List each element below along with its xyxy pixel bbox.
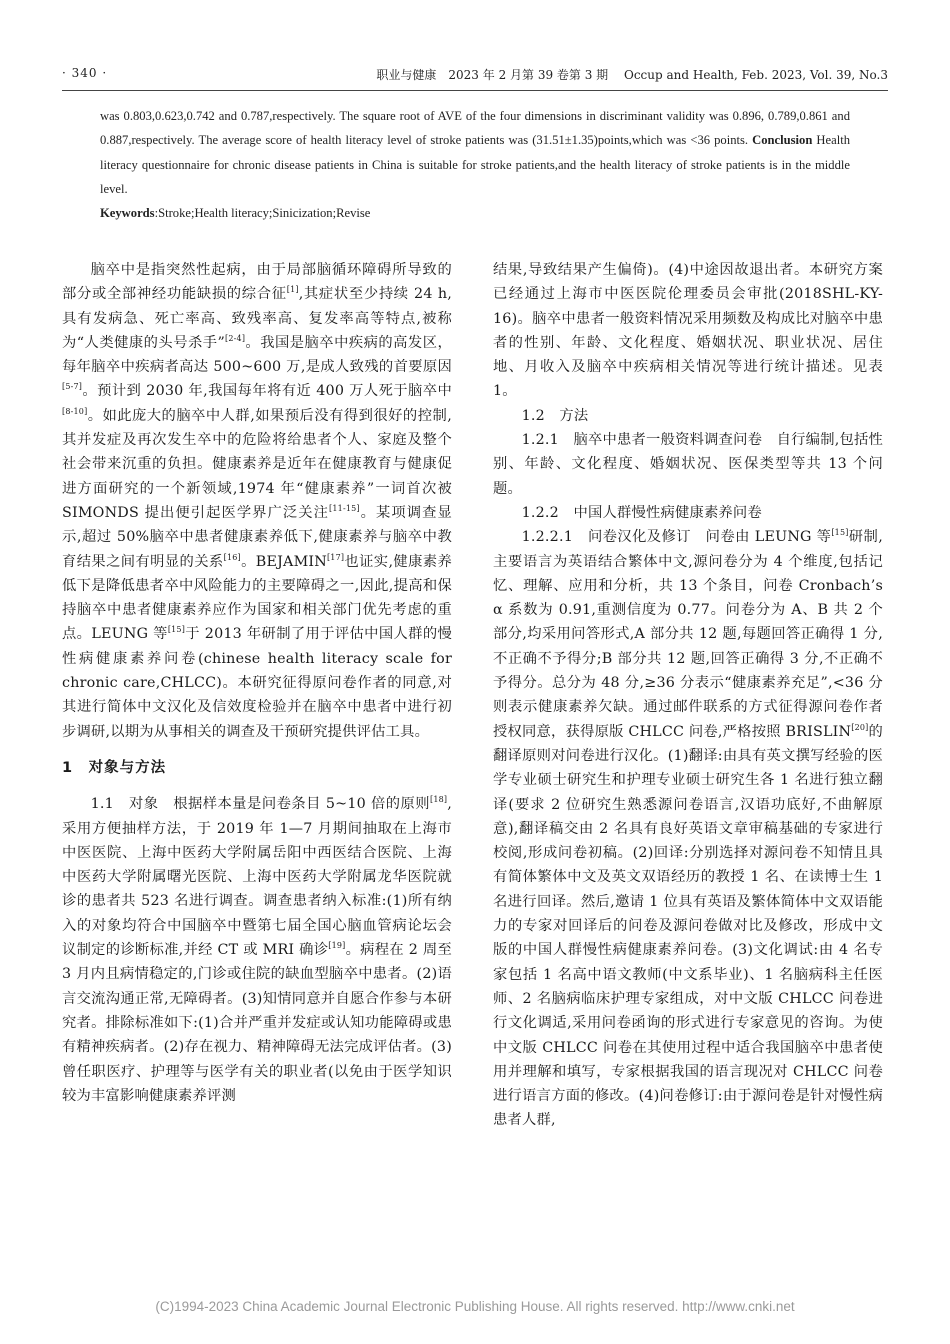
citation-ref[interactable]: [16] <box>223 552 241 562</box>
subjects-text: ,采用方便抽样方法，于 2019 年 1—7 月期间抽取在上海市中医医院、上海中医药大学附属岳阳中西医结合医院、上海中医药大学附属曙光医院、上海中医药大学附属龙华医院就诊的患者共 523 名进行调查。调查患者纳入标准:(1)所有纳入的对象均符合中国脑卒中暨第七届全国心脑血管病论坛会议制定的诊断标准,并经 CT 或 MRI 确诊 <box>62 796 452 959</box>
right-column <box>493 258 883 1133</box>
intro-text: 。某项调查显示,超过 50%脑卒中患者健康素养低下,健康素养与脑卒中教育结果之间有明显的关系 <box>62 504 452 570</box>
sinicization-text: 研制,主要语言为英语结合繁体中文,源问卷分为 4 个维度,包括记忆、理解、应用和分析，共 13 个条目，问卷 Cronbach’s α 系数为 0.91,重测信度为 0.77。问卷分为 A、B 共 2 个部分,均采用问答形式,A 部分共 12 题,每题回答正确得 1 分,不正确不予得分;B 部分共 12 题,回答正确得 3 分,不正确不予得分。总分为 48 分,≥36 分表示“健康素养充足”,<36 分则表示健康素养欠缺。通过邮件联系的方式征得源问卷作者授权同意，获得原版 CHLCC 问卷,严格按照 BRISLIN <box>493 529 883 740</box>
citation-ref[interactable]: [15] <box>167 625 186 635</box>
intro-text: 。BEJAMIN <box>240 553 327 570</box>
header-rule <box>62 90 888 91</box>
intro-paragraph <box>62 258 452 744</box>
sinicization-text: 1.2.2.1 问卷汉化及修订 问卷由 LEUNG 等 <box>521 529 832 546</box>
intro-text: 。预计到 2030 年,我国每年将有近 400 万人死于脑卒中 <box>82 383 452 400</box>
citation-ref[interactable]: [2-4] <box>225 333 246 343</box>
intro-text: 也证实,健康素养低下是降低患者卒中风险能力的主要障碍之一,因此,提高和保持脑卒中患者健康素养应作为国家和相关部门优先考虑的重点。LEUNG 等 <box>62 553 452 643</box>
running-header <box>62 64 888 86</box>
citation-ref[interactable]: [8-10] <box>62 406 88 416</box>
journal-citation: 职业与健康 2023 年 2 月第 39 卷第 3 期 Occup and Health, Feb. 2023, Vol. 39, No.3 <box>376 68 888 82</box>
page-number: · 340 · <box>62 66 108 80</box>
intro-text: 。我国是脑卒中疾病的高发区，每年脑卒中疾病者高达 500~600 万,是成人致残的首要原因 <box>62 334 452 376</box>
citation-ref[interactable]: [1] <box>286 285 299 295</box>
citation-ref[interactable]: [18] <box>430 795 448 805</box>
abstract-results <box>100 104 850 201</box>
citation-ref[interactable]: [19] <box>328 941 346 951</box>
subjects-text: 。病程在 2 周至 3 月内且病情稳定的,门诊或住院的缺血型脑卒中患者。(2)语言交流沟通正常,无障碍者。(3)知情同意并自愿合作参与本研究者。排除标准如下:(1)合并严重并发症或认知功能障碍或患有精神疾病者。(2)存在视力、精神障碍无法完成评估者。(3)曾任职医疗、护理等与医学有关的职业者(以免由于医学知识较为丰富影响健康素养评测 <box>62 942 452 1104</box>
abstract-text: was 0.803,0.623,0.742 and 0.787,respectively. The square root of AVE of the four dimensions in discriminant validity was 0.896, 0.789,0.861 and 0.887,respectively. The average score of health literacy level of stroke patients was (31.51±1.35)points,which was <36 points. <box>100 109 850 148</box>
left-column <box>62 258 452 1108</box>
keywords-label: Keywords <box>100 206 155 221</box>
keywords-text: :Stroke;Health literacy;Sinicization;Revise <box>154 206 371 221</box>
survey-paragraph: 1.2.1 脑卒中患者一般资料调查问卷 自行编制,包括性别、年龄、文化程度、婚姻状况、医保类型等共 13 个问题。 <box>493 432 883 497</box>
subjects-text: 1.1 对象 根据样本量是问卷条目 5~10 倍的原则 <box>90 796 431 813</box>
subsection-heading-methods: 1.2 方法 <box>521 407 589 424</box>
subjects-paragraph <box>62 792 452 1108</box>
subjects-continued: 结果,导致结果产生偏倚)。(4)中途因故退出者。本研究方案已经通过上海市中医医院伦理委员会审批(2018SHL-KY-16)。脑卒中患者一般资料情况采用频数及构成比对脑卒中患者的性别、年龄、文化程度、婚姻状况、职业状况、居住地、月收入及脑卒中疾病相关情况等进行统计描述。见表 1。 <box>493 262 883 400</box>
conclusion-text: Health literacy questionnaire for chronic disease patients in China is suitable for stroke patients,and the health literacy of stroke patients is in the middle level. <box>100 133 850 196</box>
intro-text: ,其症状至少持续 24 h,具有发病急、死亡率高、致残率高、复发率高等特点,被称为“人类健康的头号杀手” <box>62 286 452 351</box>
english-abstract <box>100 104 850 225</box>
subsection-heading-chlcc: 1.2.2 中国人群慢性病健康素养问卷 <box>521 504 762 521</box>
citation-ref[interactable]: [17] <box>326 552 345 562</box>
intro-text: 脑卒中是指突然性起病，由于局部脑循环障碍所导致的部分或全部神经功能缺损的综合征 <box>62 262 452 303</box>
citation-ref[interactable]: [15] <box>831 528 849 538</box>
citation-ref[interactable]: [11-15] <box>329 503 360 513</box>
intro-text: 于 2013 年研制了用于评估中国人群的慢性病健康素养问卷(chinese health literacy scale for chronic care,CHLCC)。本研究征得原问卷作者的同意,对其进行简体中文汉化及信效度检验并在脑卒中患者中进行初步调研,以期为从事相关的调查及干预研究提供评估工具。 <box>62 626 452 740</box>
copyright-footer: (C)1994-2023 China Academic Journal Electronic Publishing House. All rights reserved. http://www.cnki.net <box>155 1299 795 1314</box>
keywords-line <box>100 201 850 225</box>
sinicization-paragraph <box>493 525 883 1132</box>
sinicization-text: 的翻译原则对问卷进行汉化。(1)翻译:由具有英文撰写经验的医学专业硕士研究生和护理专业硕士研究生各 1 名进行独立翻译(要求 2 位研究生熟悉源问卷语言,汉语功底好,不曲解原意),翻译稿交由 2 名具有良好英语文章审稿基础的专家进行校阅,形成问卷初稿。(2)回译:分别选择对源问卷不知情且具有简体繁体中文及英文双语经历的教授 1 名、在读博士生 1 名进行回译。然后,邀请 1 位具有英语及繁体简体中文双语能力的专家对回译后的问卷及源问卷做对比及修改，形成中文版的中国人群慢性病健康素养问卷。(3)文化调试:由 4 名专家包括 1 名高中语文教师(中文系毕业)、1 名脑病科主任医师、2 名脑病临床护理专家组成，对中文版 CHLCC 问卷进行文化调适,采用问卷函询的形式进行专家意见的咨询。为使中文版 CHLCC 问卷在其使用过程中适合我国脑卒中患者使用并理解和填写，专家根据我国的语言现况对 CHLCC 问卷进行语言方面的修改。(4)问卷修订:由于源问卷是针对慢性病患者人群, <box>493 723 883 1129</box>
intro-text: 。如此庞大的脑卒中人群,如果预后没有得到很好的控制,其并发症及再次发生卒中的危险将给患者个人、家庭及整个社会带来沉重的负担。健康素养是近年在健康教育与健康促进方面研究的一个新领域,1974 年“健康素养”一词首次被 SIMONDS 提出便引起医学界广泛关注 <box>62 407 452 521</box>
citation-ref[interactable]: [5-7] <box>62 382 83 392</box>
section-heading: 1 对象与方法 <box>62 759 167 776</box>
conclusion-label: Conclusion <box>752 133 813 148</box>
citation-ref[interactable]: [20] <box>851 722 869 732</box>
